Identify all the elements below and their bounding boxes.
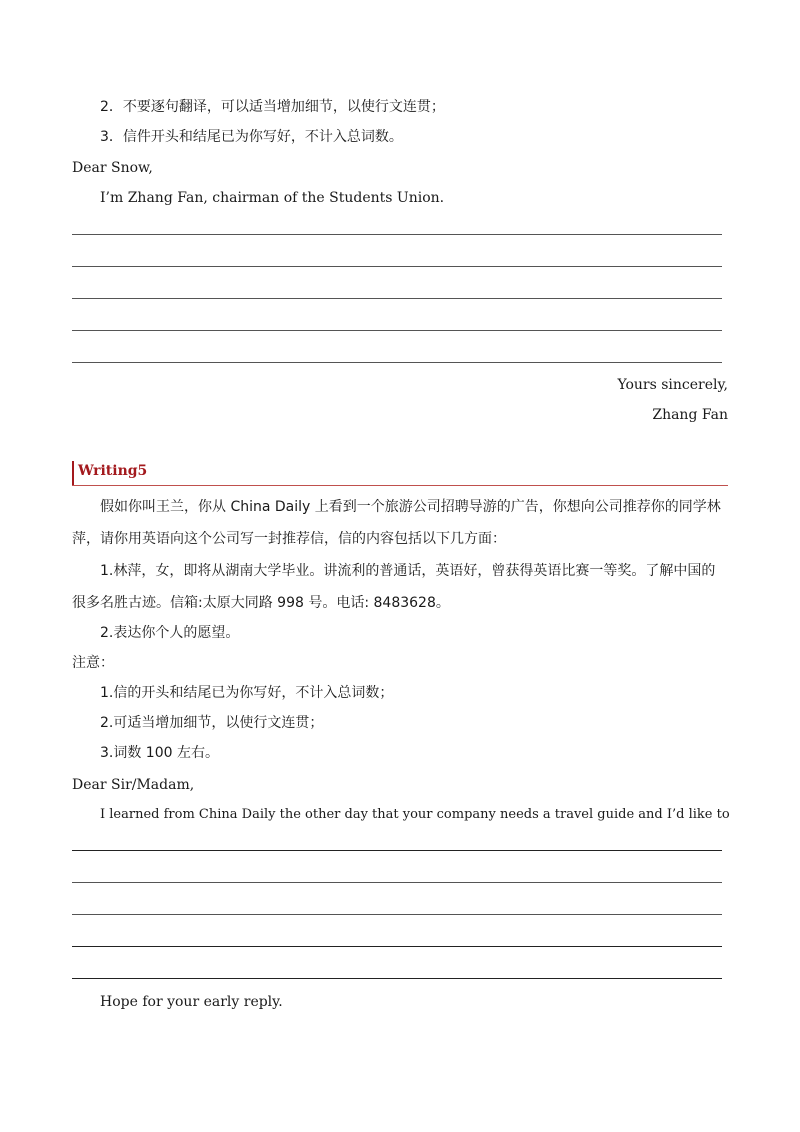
notice-3: 3.词数 100 左右。 (100, 745, 219, 761)
writing-line (72, 978, 722, 979)
writing-line (72, 234, 722, 235)
letter-closing: Yours sincerely, (617, 377, 728, 393)
letter-opening: I’m Zhang Fan, chairman of the Students Union. (100, 190, 445, 206)
letter-salutation: Dear Snow, (72, 160, 153, 176)
writing-line (72, 266, 722, 267)
heading-underline (72, 485, 728, 486)
prompt-line-1: 假如你叫王兰，你从 China Daily 上看到一个旅游公司招聘导游的广告，你想向公司推荐你的同学林 (100, 499, 721, 515)
notice-2: 2.可适当增加细节，以使行文连贯； (100, 715, 324, 731)
notice-1: 1.信的开头和结尾已为你写好，不计入总词数； (100, 685, 394, 701)
letter-signature: Zhang Fan (652, 407, 728, 423)
writing-line (72, 946, 722, 947)
writing-line (72, 882, 722, 883)
notice-label: 注意： (72, 655, 114, 671)
section-title: Writing5 (78, 463, 148, 479)
instruction-3: 3．信件开头和结尾已为你写好，不计入总词数。 (100, 129, 403, 145)
writing-line (72, 914, 722, 915)
prompt-line-2: 萍，请你用英语向这个公司写一封推荐信，信的内容包括以下几方面： (72, 531, 506, 547)
letter-closing-2: Hope for your early reply. (100, 994, 283, 1010)
point-2: 2.表达你个人的愿望。 (100, 625, 240, 641)
section-heading (72, 459, 728, 486)
writing-line (72, 362, 722, 363)
letter-salutation-2: Dear Sir/Madam, (72, 777, 195, 793)
heading-accent-bar (72, 461, 74, 485)
point-1-line-1: 1.林萍，女，即将从湖南大学毕业。讲流利的普通话，英语好，曾获得英语比赛一等奖。了解中国的 (100, 563, 716, 579)
instruction-2: 2．不要逐句翻译，可以适当增加细节，以使行文连贯； (100, 99, 445, 115)
letter-opening-2: I learned from China Daily the other day that your company needs a travel guide and I’d like to (100, 807, 730, 822)
writing-line (72, 298, 722, 299)
writing-line (72, 850, 722, 851)
writing-line (72, 330, 722, 331)
point-1-line-2: 很多名胜古迹。信箱:太原大同路 998 号。电话: 8483628。 (72, 595, 450, 611)
